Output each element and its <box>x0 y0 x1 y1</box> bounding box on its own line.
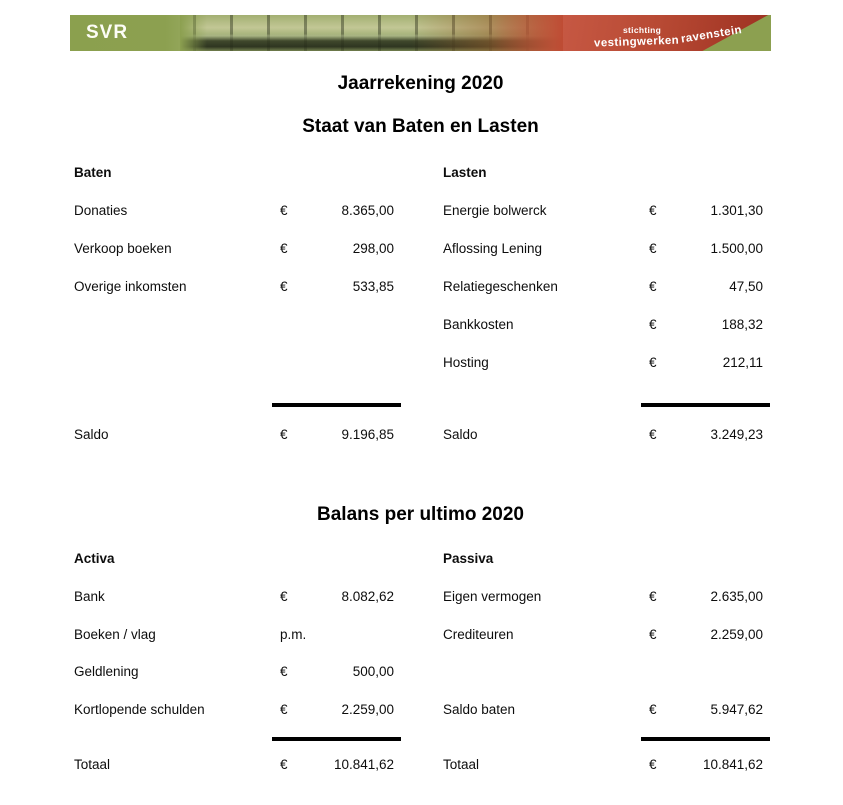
baten-total-rule <box>272 403 401 407</box>
currency-symbol: € <box>649 757 657 772</box>
svr-logo-text: SVR <box>86 22 129 43</box>
row-amount: 1.500,00 <box>710 241 763 256</box>
section2-title: Balans per ultimo 2020 <box>317 504 524 525</box>
currency-symbol: € <box>280 241 288 256</box>
lasten-total-rule <box>641 403 770 407</box>
row-amount: 8.365,00 <box>341 203 394 218</box>
table-row <box>443 701 770 718</box>
org-name-word1: vestingwerken <box>593 34 680 50</box>
saldo-row <box>443 426 770 443</box>
currency-symbol: € <box>649 702 657 717</box>
table-row <box>443 202 770 219</box>
row-amount: 298,00 <box>352 241 394 256</box>
row-label: Bankkosten <box>443 317 514 332</box>
row-label: Saldo <box>443 427 478 442</box>
row-amount: 2.635,00 <box>710 589 763 604</box>
table-row <box>74 240 401 257</box>
row-label: Geldlening <box>74 664 139 679</box>
row-amount: 533,85 <box>352 279 394 294</box>
row-amount: 10.841,62 <box>333 757 394 772</box>
row-label: Hosting <box>443 355 489 370</box>
currency-symbol: € <box>280 427 288 442</box>
currency-symbol: € <box>280 203 288 218</box>
table-row <box>443 626 770 643</box>
page-title: Jaarrekening 2020 <box>337 73 504 94</box>
currency-symbol: € <box>649 317 657 332</box>
currency-symbol: € <box>649 627 657 642</box>
activa-total-rule <box>272 737 401 741</box>
row-amount: 47,50 <box>729 279 763 294</box>
activa-header: Activa <box>74 551 115 566</box>
banner-nature-photo <box>180 15 565 51</box>
row-label: Overige inkomsten <box>74 279 187 294</box>
org-banner <box>70 15 771 51</box>
org-name-word2: ravenstein <box>680 24 743 46</box>
row-amount: 2.259,00 <box>341 702 394 717</box>
row-label: Boeken / vlag <box>74 627 156 642</box>
currency-symbol: € <box>649 203 657 218</box>
table-row <box>443 278 770 295</box>
row-label: Energie bolwerck <box>443 203 547 218</box>
row-amount: 9.196,85 <box>341 427 394 442</box>
row-label: Relatiegeschenken <box>443 279 558 294</box>
table-row <box>443 588 770 605</box>
table-row <box>74 588 401 605</box>
row-amount: 3.249,23 <box>710 427 763 442</box>
row-label: Totaal <box>74 757 111 772</box>
table-row <box>74 701 401 718</box>
currency-symbol: € <box>649 355 657 370</box>
currency-symbol: € <box>280 757 288 772</box>
row-amount: 1.301,30 <box>710 203 763 218</box>
row-label: Totaal <box>443 757 480 772</box>
currency-symbol: € <box>649 241 657 256</box>
pm-indicator: p.m. <box>280 627 307 642</box>
table-row <box>443 316 770 333</box>
currency-symbol: € <box>649 427 657 442</box>
table-row <box>74 663 401 680</box>
lasten-header: Lasten <box>443 165 487 180</box>
section1-title: Staat van Baten en Lasten <box>302 116 539 137</box>
passiva-total-rule <box>641 737 770 741</box>
currency-symbol: € <box>649 279 657 294</box>
baten-header: Baten <box>74 165 112 180</box>
total-row <box>74 756 401 773</box>
row-amount: 500,00 <box>352 664 394 679</box>
currency-symbol: € <box>280 589 288 604</box>
row-label: Bank <box>74 589 105 604</box>
row-label: Saldo baten <box>443 702 516 717</box>
row-amount: 188,32 <box>721 317 763 332</box>
passiva-header: Passiva <box>443 551 494 566</box>
total-row <box>443 756 770 773</box>
row-amount: 10.841,62 <box>702 757 763 772</box>
currency-symbol: € <box>649 589 657 604</box>
row-label: Verkoop boeken <box>74 241 172 256</box>
currency-symbol: € <box>280 664 288 679</box>
row-label: Kortlopende schulden <box>74 702 205 717</box>
row-label: Donaties <box>74 203 128 218</box>
row-label: Aflossing Lening <box>443 241 543 256</box>
row-amount: 2.259,00 <box>710 627 763 642</box>
table-row <box>443 240 770 257</box>
table-row <box>74 278 401 295</box>
row-label: Eigen vermogen <box>443 589 542 604</box>
table-row <box>74 626 401 643</box>
row-amount: 8.082,62 <box>341 589 394 604</box>
row-amount: 5.947,62 <box>710 702 763 717</box>
org-name-line1: stichting <box>623 25 662 35</box>
currency-symbol: € <box>280 702 288 717</box>
row-amount: 212,11 <box>722 355 763 370</box>
row-label: Crediteuren <box>443 627 514 642</box>
table-row <box>74 202 401 219</box>
table-row <box>443 354 770 371</box>
currency-symbol: € <box>280 279 288 294</box>
saldo-row <box>74 426 401 443</box>
row-label: Saldo <box>74 427 109 442</box>
